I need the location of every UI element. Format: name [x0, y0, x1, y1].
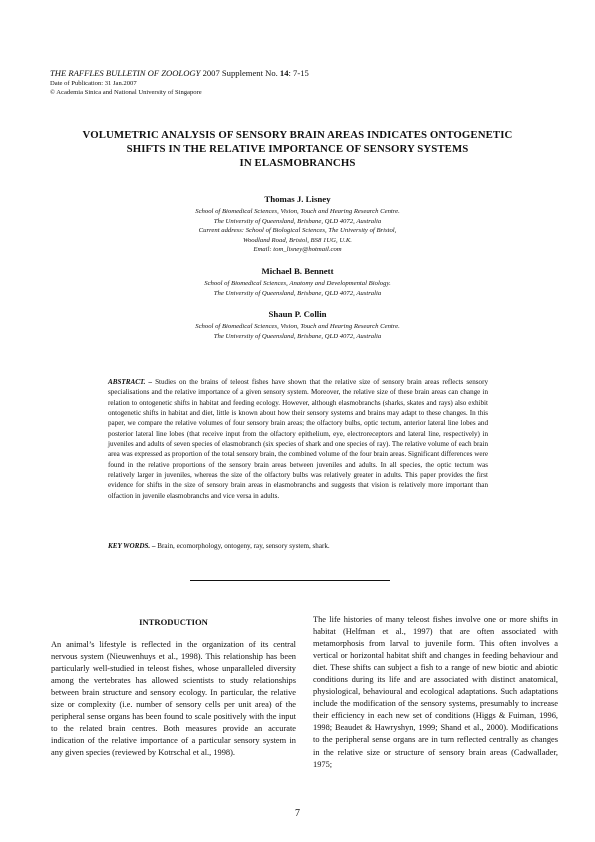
- keywords: [108, 541, 488, 551]
- author-affiliation: [100, 322, 495, 341]
- page-range: : 7-15: [288, 68, 309, 78]
- author-name: Michael B. Bennett: [261, 266, 334, 276]
- author-affiliation: [100, 207, 495, 255]
- introduction-heading: INTRODUCTION: [139, 617, 208, 627]
- page-number: 7: [295, 808, 300, 819]
- introduction-left-column: An animal’s lifestyle is reflected in the organization of its central nervous system (Nieuwenhuys et al., 1998). This relationship has been particularly well-studied in teleost fishes, whose unparalleled diversity among the vertebrates has allowed scientists to study relationships between brain structure and sensory ecology. In particular, the relative size or complexity (i.e. number of sensory cells per unit area) of the peripheral sense organs has been found to scale positively with the input to the related brain centres. Both measures provide an accurate indication of the relative importance of a particular sensory system in any given species (reviewed by Kotrschal et al., 1998).: [51, 640, 296, 758]
- title-line: SHIFTS IN THE RELATIVE IMPORTANCE OF SENSORY SYSTEMS: [126, 143, 469, 155]
- publication-date: Date of Publication: 31 Jan.2007: [50, 80, 137, 87]
- abstract: [108, 377, 488, 501]
- affiliation-line: The University of Queensland, Brisbane, QLD 4072, Australia: [213, 332, 382, 340]
- abstract-label: ABSTRACT. –: [108, 378, 153, 386]
- section-divider: [190, 580, 390, 581]
- affiliation-line: The University of Queensland, Brisbane, QLD 4072, Australia: [213, 217, 382, 225]
- journal-year-supplement: 2007 Supplement No.: [200, 68, 280, 78]
- author-email: Email: tom_lisney@hotmail.com: [253, 246, 342, 254]
- author-name: Shaun P. Collin: [268, 309, 327, 319]
- introduction-right-column: The life histories of many teleost fishes involve one or more shifts in habitat (Helfman et al., 1997) that are often associated with metamorphosis from larval to juvenile form. This often involves a vertical or horizontal habitat shift and changes in feeding behaviour and diet. These shifts can subject a fish to a range of new biotic and abiotic conditions during its life and are associated with distinct anatomical, physiological, behavioural and ecological adaptations. Such adaptations include the modification of the sensory systems, presumably to increase their efficiency in each new set of conditions (Higgs & Fuiman, 1996, 1998; Beaudet & Hawryshyn, 1999; Shand et al., 2000). Modifications to the peripheral sense organs are in turn reflected centrally as changes in the relative size or structure of sensory brain areas (Cadwallader, 1975;: [313, 615, 558, 769]
- journal-citation: [50, 68, 309, 78]
- title-line: IN ELASMOBRANCHS: [239, 157, 356, 169]
- copyright-line: © Academia Sinica and National University of Singapore: [50, 89, 202, 96]
- affiliation-line: Current address: School of Biological Sciences, The University of Bristol,: [198, 227, 397, 235]
- keywords-label: KEY WORDS. –: [108, 542, 156, 550]
- paper-title: [40, 128, 555, 170]
- affiliation-line: Woodland Road, Bristol, BS8 1UG, U.K.: [243, 236, 352, 244]
- journal-name: THE RAFFLES BULLETIN OF ZOOLOGY: [50, 68, 201, 78]
- supplement-number: 14: [279, 68, 289, 78]
- author-affiliation: [100, 279, 495, 298]
- affiliation-line: School of Biomedical Sciences, Vision, Touch and Hearing Research Centre.: [195, 208, 400, 215]
- affiliation-line: The University of Queensland, Brisbane, QLD 4072, Australia: [213, 289, 382, 297]
- keywords-text: Brain, ecomorphology, ontogeny, ray, sensory system, shark.: [155, 542, 330, 550]
- title-line: VOLUMETRIC ANALYSIS OF SENSORY BRAIN AREAS INDICATES ONTOGENETIC: [82, 129, 513, 141]
- author-name: Thomas J. Lisney: [264, 194, 331, 204]
- affiliation-line: School of Biomedical Sciences, Anatomy and Developmental Biology.: [204, 280, 391, 287]
- abstract-text: Studies on the brains of teleost fishes have shown that the relative size of sensory brain areas reflects sensory specialisations and the relative importance of a given sensory system. Moreover, the relative size of these brain areas can change in relation to ontogenetic shifts in habitat and feeding ecology. However, although elasmobranchs (sharks, skates and rays) also exhibit ontogenetic shifts in habitat and diet, little is known about how their sensory systems and brains may adapt to these changes. In this paper, we compare the relative volumes of four sensory brain areas; the olfactory bulbs, optic tectum, anterior lateral line lobes and posterior lateral line lobes (that receive input from the olfactory epithelium, eye, electroreceptors and lateral line, respectively) in juveniles and adults of seven species of elasmobranch (six species of shark and one species of ray). The relative volume of each brain area was expressed as proportion of the total sensory brain, the combined volume of the four brain areas. Significant differences were found in the relative proportions of the sensory brain areas between juveniles and adults. In all species, the optic tectum was relatively larger in juveniles, whereas the size of the olfactory bulbs was relatively greater in adults. This paper provides the first evidence for shifts in the size of sensory brain areas in elasmobranchs and suggests that vision is relatively more important than olfaction in juvenile elasmobranchs and vice versa in adults.: [108, 378, 488, 500]
- affiliation-line: School of Biomedical Sciences, Vision, Touch and Hearing Research Centre.: [195, 323, 400, 330]
